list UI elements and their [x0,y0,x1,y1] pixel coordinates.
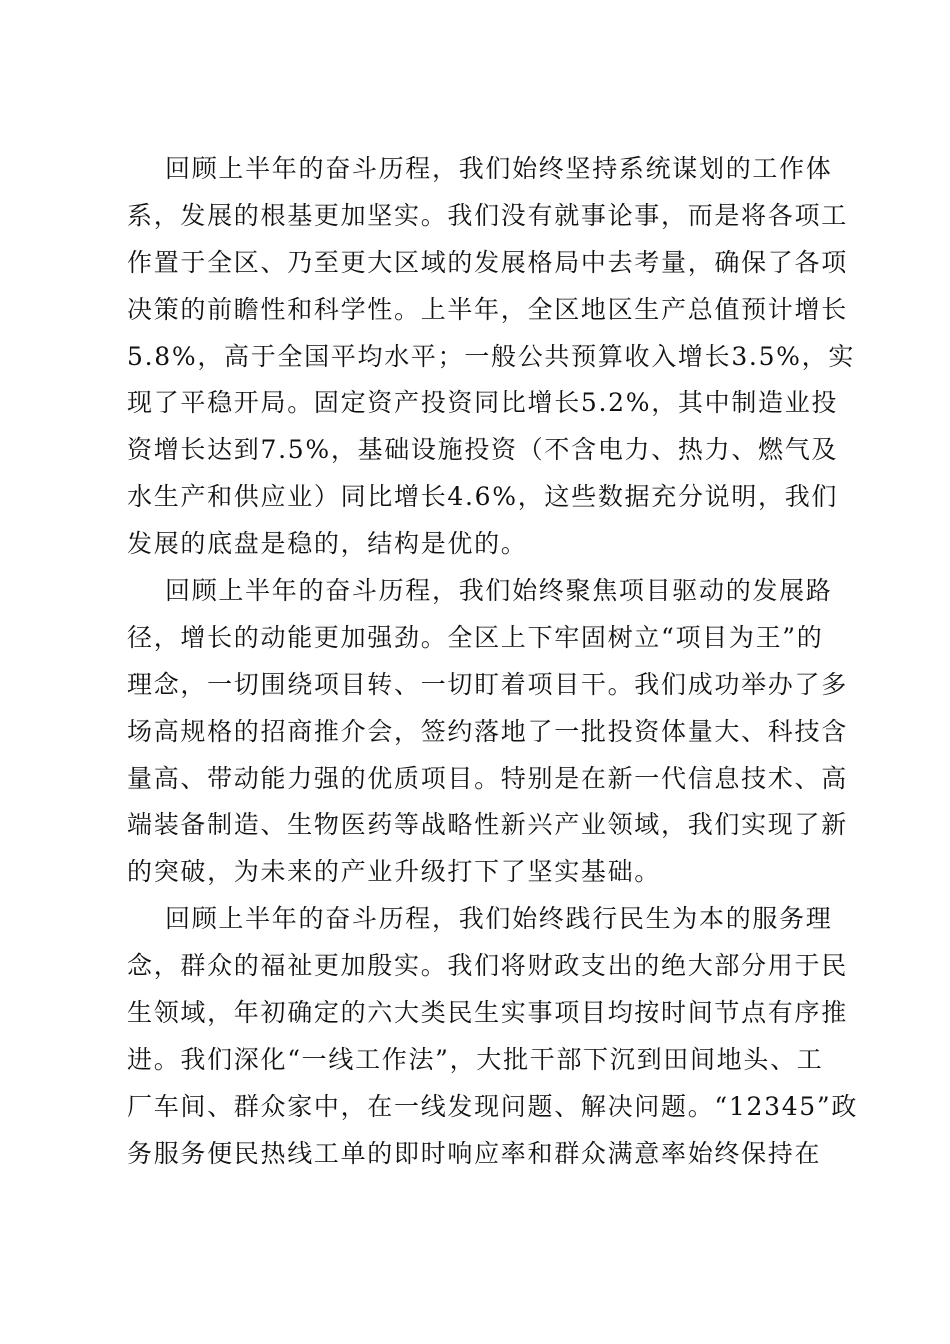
text-line: 厂车间、群众家中，在一线发现问题、解决问题。“12345”政 [127,1091,859,1121]
text-line: 回顾上半年的奋斗历程，我们始终坚持系统谋划的工作体 [165,154,833,183]
paragraph [127,146,856,568]
text-line: 决策的前瞻性和科学性。上半年，全区地区生产总值预计增长 [127,294,848,324]
document-body [127,146,859,1178]
text-line: 量高、带动能力强的优质项目。特别是在新一代信息技术、高 [127,763,848,793]
paragraph [127,896,859,1177]
text-line: 务服务便民热线工单的即时响应率和群众满意率始终保持在 [127,1138,822,1168]
text-line: 现了平稳开局。固定资产投资同比增长5.2%，其中制造业投 [127,388,839,418]
text-line: 念，群众的福祉更加殷实。我们将财政支出的绝大部分用于民 [127,951,848,981]
text-line: 水生产和供应业）同比增长4.6%，这些数据充分说明，我们 [127,482,839,512]
text-line: 端装备制造、生物医药等战略性新兴产业领域，我们实现了新 [127,810,848,840]
text-line: 的突破，为未来的产业升级打下了坚实基础。 [127,857,662,887]
text-line: 理念，一切围绕项目转、一切盯着项目干。我们成功举办了多 [127,669,848,699]
text-line: 场高规格的招商推介会，签约落地了一批投资体量大、科技含 [127,716,848,746]
text-line: 回顾上半年的奋斗历程，我们始终聚焦项目驱动的发展路 [165,576,833,606]
text-line: 进。我们深化“一线工作法”，大批干部下沉到田间地头、工 [127,1044,824,1074]
text-line: 生领域，年初确定的六大类民生实事项目均按时间节点有序推 [127,998,848,1028]
text-line: 发展的底盘是稳的，结构是优的。 [127,529,528,559]
text-line: 作置于全区、乃至更大区域的发展格局中去考量，确保了各项 [127,247,848,277]
text-line: 5.8%，高于全国平均水平；一般公共预算收入增长3.5%，实 [127,341,856,371]
text-line: 回顾上半年的奋斗历程，我们始终践行民生为本的服务理 [165,904,833,934]
text-line: 径，增长的动能更加强劲。全区上下牢固树立“项目为王”的 [127,622,824,652]
text-line: 资增长达到7.5%，基础设施投资（不含电力、热力、燃气及 [127,435,839,465]
text-line: 系，发展的根基更加坚实。我们没有就事论事，而是将各项工 [127,200,848,230]
paragraph [127,568,848,896]
